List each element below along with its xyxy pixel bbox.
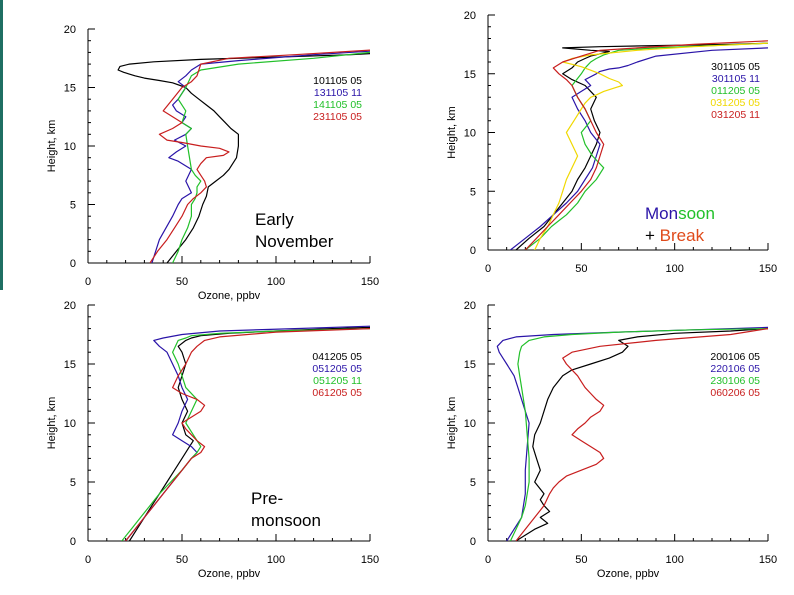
legend-entry: 220106 05 — [710, 363, 760, 375]
x-axis-label: Ozone, ppbv — [197, 290, 261, 302]
y-tick-label: 5 — [469, 477, 476, 489]
y-axis-label: Height, km — [46, 396, 58, 450]
legend-entry: 051205 11 — [313, 375, 362, 387]
x-tick-label: 0 — [484, 263, 492, 275]
legend-entry: 031205 11 — [711, 109, 760, 121]
legend-entry: 011205 05 — [711, 85, 760, 97]
y-tick-label: 0 — [69, 536, 76, 548]
y-tick-label: 20 — [463, 10, 476, 22]
panel-2 — [446, 10, 777, 275]
panel-3 — [46, 300, 379, 580]
y-tick-label: 0 — [469, 245, 476, 257]
y-tick-label: 15 — [463, 359, 476, 371]
legend-entry: 231105 05 — [313, 111, 362, 123]
legend-entry: 131105 11 — [313, 87, 362, 99]
x-tick-label: 100 — [266, 276, 286, 288]
legend-entry: 041205 05 — [312, 351, 362, 363]
annotation-line: November — [255, 232, 334, 251]
panel-2-annotation — [645, 203, 715, 247]
y-tick-label: 15 — [63, 82, 76, 95]
legend-entry: 141105 05 — [313, 99, 362, 111]
annotation-line: Pre- — [251, 489, 284, 508]
y-tick-label: 10 — [463, 418, 476, 430]
x-axis-label: Ozone, ppbv — [596, 568, 660, 580]
y-tick-label: 5 — [69, 199, 76, 212]
legend-entry: 200106 05 — [710, 351, 760, 363]
annotation-line: Early — [255, 210, 294, 229]
legend-entry: 101105 05 — [313, 75, 362, 87]
y-tick-label: 5 — [469, 186, 476, 199]
x-tick-label: 100 — [266, 554, 286, 566]
legend-entry: 051205 05 — [312, 363, 362, 375]
x-axis-label: Ozone, ppbv — [197, 568, 261, 580]
y-tick-label: 20 — [63, 300, 76, 312]
x-tick-label: 150 — [360, 554, 380, 566]
y-tick-label: 0 — [69, 258, 76, 270]
legend-entry: 031205 05 — [710, 97, 760, 109]
y-tick-label: 15 — [63, 359, 76, 371]
legend-entry: 301105 11 — [711, 73, 760, 85]
x-tick-label: 100 — [665, 263, 684, 275]
y-tick-label: 20 — [463, 300, 476, 312]
y-tick-label: 0 — [469, 536, 476, 548]
annotation-break-part: Break — [659, 226, 705, 245]
legend-entry: 301105 05 — [711, 61, 760, 73]
x-tick-label: 0 — [84, 276, 92, 288]
y-axis-label: Height, km — [446, 106, 458, 159]
y-tick-label: 20 — [63, 24, 76, 36]
annotation-monsoon-part: Mon — [645, 204, 679, 223]
x-tick-label: 150 — [360, 276, 380, 288]
annotation-line — [645, 203, 715, 225]
annotation-monsoon-part: soon — [678, 204, 715, 223]
y-axis-label: Height, km — [446, 396, 458, 450]
panel-4 — [446, 300, 777, 580]
y-tick-label: 10 — [63, 141, 76, 153]
legend-entry: 061205 05 — [312, 387, 362, 399]
legend-entry: 230106 05 — [710, 375, 760, 387]
x-tick-label: 50 — [575, 263, 588, 275]
y-tick-label: 15 — [463, 68, 476, 81]
y-tick-label: 5 — [69, 477, 76, 489]
x-tick-label: 50 — [575, 554, 588, 566]
legend-entry: 060206 05 — [710, 387, 760, 399]
x-tick-label: 50 — [175, 276, 189, 288]
y-axis-label: Height, km — [46, 119, 58, 173]
y-tick-label: 10 — [463, 127, 476, 140]
x-tick-label: 100 — [665, 554, 684, 566]
panel-1 — [46, 24, 379, 302]
x-tick-label: 150 — [758, 263, 778, 275]
x-tick-label: 150 — [758, 554, 778, 566]
x-tick-label: 0 — [484, 554, 492, 566]
annotation-break-part: + — [645, 226, 660, 245]
annotation-line: monsoon — [251, 511, 321, 530]
panel-1-annotation — [255, 209, 333, 253]
y-tick-label: 10 — [63, 418, 76, 430]
x-tick-label: 50 — [175, 554, 189, 566]
annotation-line — [645, 225, 715, 247]
panel-3-annotation — [251, 488, 321, 532]
x-tick-label: 0 — [84, 554, 92, 566]
